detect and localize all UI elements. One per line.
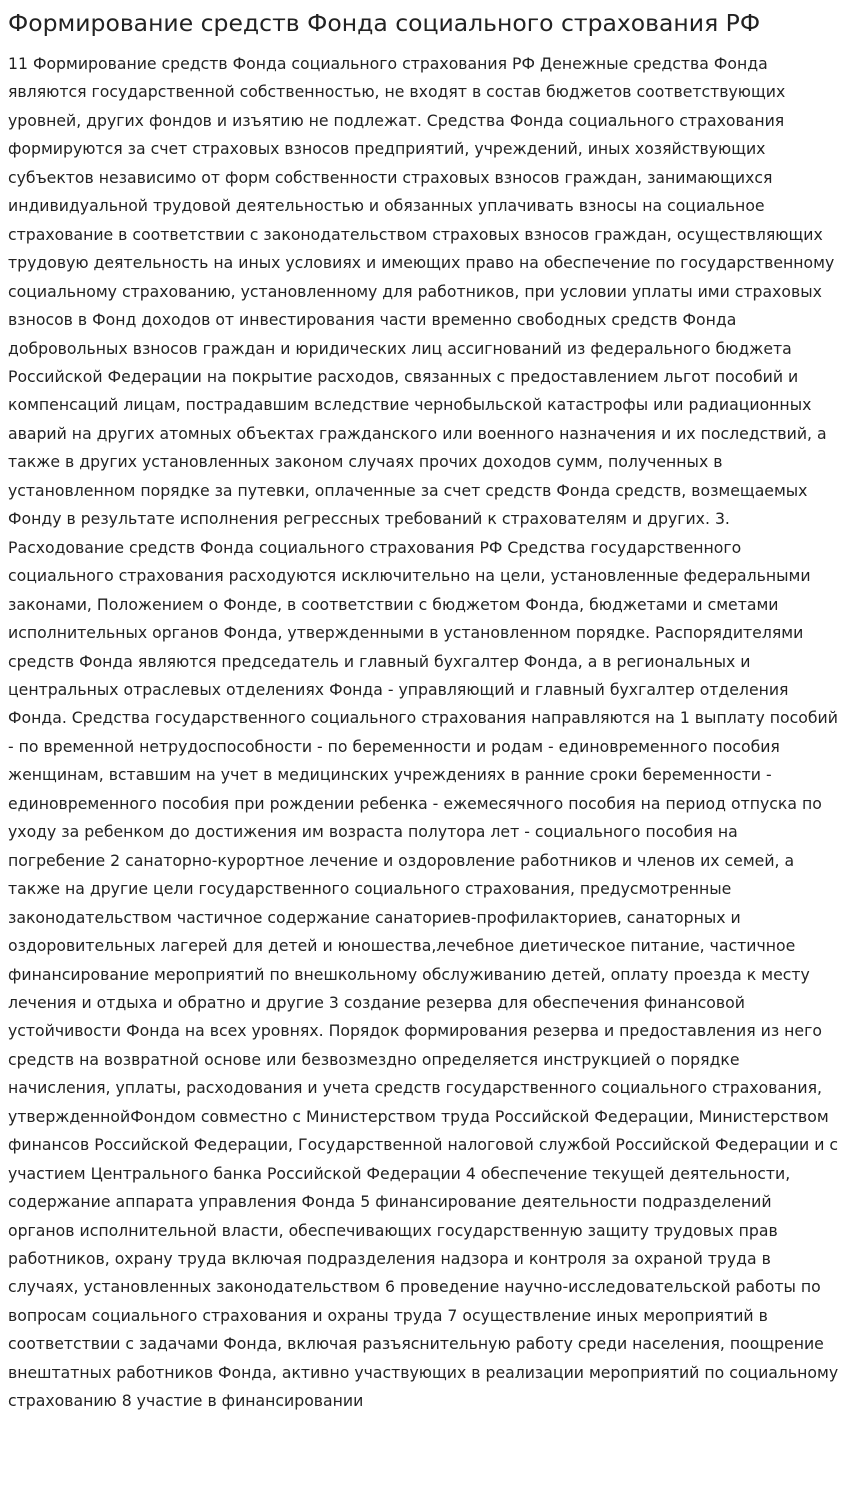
page-title: Формирование средств Фонда социального страхования РФ: [8, 9, 761, 37]
document-body-text: 11 Формирование средств Фонда социального страхования РФ Денежные средства Фонда являются государственной собственностью, не входят в состав бюджетов соответствующих уровней, других фондов и изъятию не подлежат. Средства Фонда социального страхования формируются за счет страховых взносов предприятий, учреждений, иных хозяйствующих субъектов независимо от форм собственности страховых взносов граждан, занимающихся индивидуальной трудовой деятельностью и обязанных уплачивать взносы на социальное страхование в соответствии с законодательством страховых взносов граждан, осуществляющих трудовую деятельность на иных условиях и имеющих право на обеспечение по государственному социальному страхованию, установленному для работников, при условии уплаты ими страховых взносов в Фонд доходов от инвестирования части временно свободных средств Фонда добровольных взносов граждан и юридических лиц ассигнований из федерального бюджета Российской Федерации на покрытие расходов, связанных с предоставлением льгот пособий и компенсаций лицам, пострадавшим вследствие чернобыльской катастрофы или радиационных аварий на других атомных объектах гражданского или военного назначения и их последствий, а также в других установленных законом случаях прочих доходов сумм, полученных в установленном порядке за путевки, оплаченные за счет средств Фонда средств, возмещаемых Фонду в результате исполнения регрессных требований к страхователям и других. 3. Расходование средств Фонда социального страхования РФ Средства государственного социального страхования расходуются исключительно на цели, установленные федеральными законами, Положением о Фонде, в соответствии с бюджетом Фонда, бюджетами и сметами исполнительных органов Фонда, утвержденными в установленном порядке. Распорядителями средств Фонда являются председатель и главный бухгалтер Фонда, а в региональных и центральных отраслевых отделениях Фонда - управляющий и главный бухгалтер отделения Фонда. Средства государственного социального страхования направляются на 1 выплату пособий - по временной нетрудоспособности - по беременности и родам - единовременного пособия женщинам, вставшим на учет в медицинских учреждениях в ранние сроки беременности - единовременного пособия при рождении ребенка - ежемесячного пособия на период отпуска по уходу за ребенком до достижения им возраста полутора лет - социального пособия на погребение 2 санаторно-курортное лечение и оздоровление работников и членов их семей, а также на другие цели государственного социального страхования, предусмотренные законодательством частичное содержание санаториев-профилакториев, санаторных и оздоровительных лагерей для детей и юношества,лечебное диетическое питание, частичное финансирование мероприятий по внешкольному обслуживанию детей, оплату проезда к месту лечения и отдыха и обратно и другие 3 создание резерва для обеспечения финансовой устойчивости Фонда на всех уровнях. Порядок формирования резерва и предоставления из него средств на возвратной основе или безвозмездно определяется инструкцией о порядке начисления, уплаты, расходования и учета средств государственного социального страхования, утвержденнойФондом совместно с Министерством труда Российской Федерации, Министерством финансов Российской Федерации, Государственной налоговой службой Российской Федерации и с участием Центрального банка Российской Федерации 4 обеспечение текущей деятельности, содержание аппарата управления Фонда 5 финансирование деятельности подразделений органов исполнительной власти, обеспечивающих государственную защиту трудовых прав работников, охрану труда включая подразделения надзора и контроля за охраной труда в случаях, установленных законодательством 6 проведение научно-исследовательской работы по вопросам социального страхования и охраны труда 7 осуществление иных мероприятий в соответствии с задачами Фонда, включая разъяснительную работу среди населения, поощрение внештатных работников Фонда, активно участвующих в реализации мероприятий по социальному страхованию 8 участие в финансировании: [8, 54, 839, 1411]
